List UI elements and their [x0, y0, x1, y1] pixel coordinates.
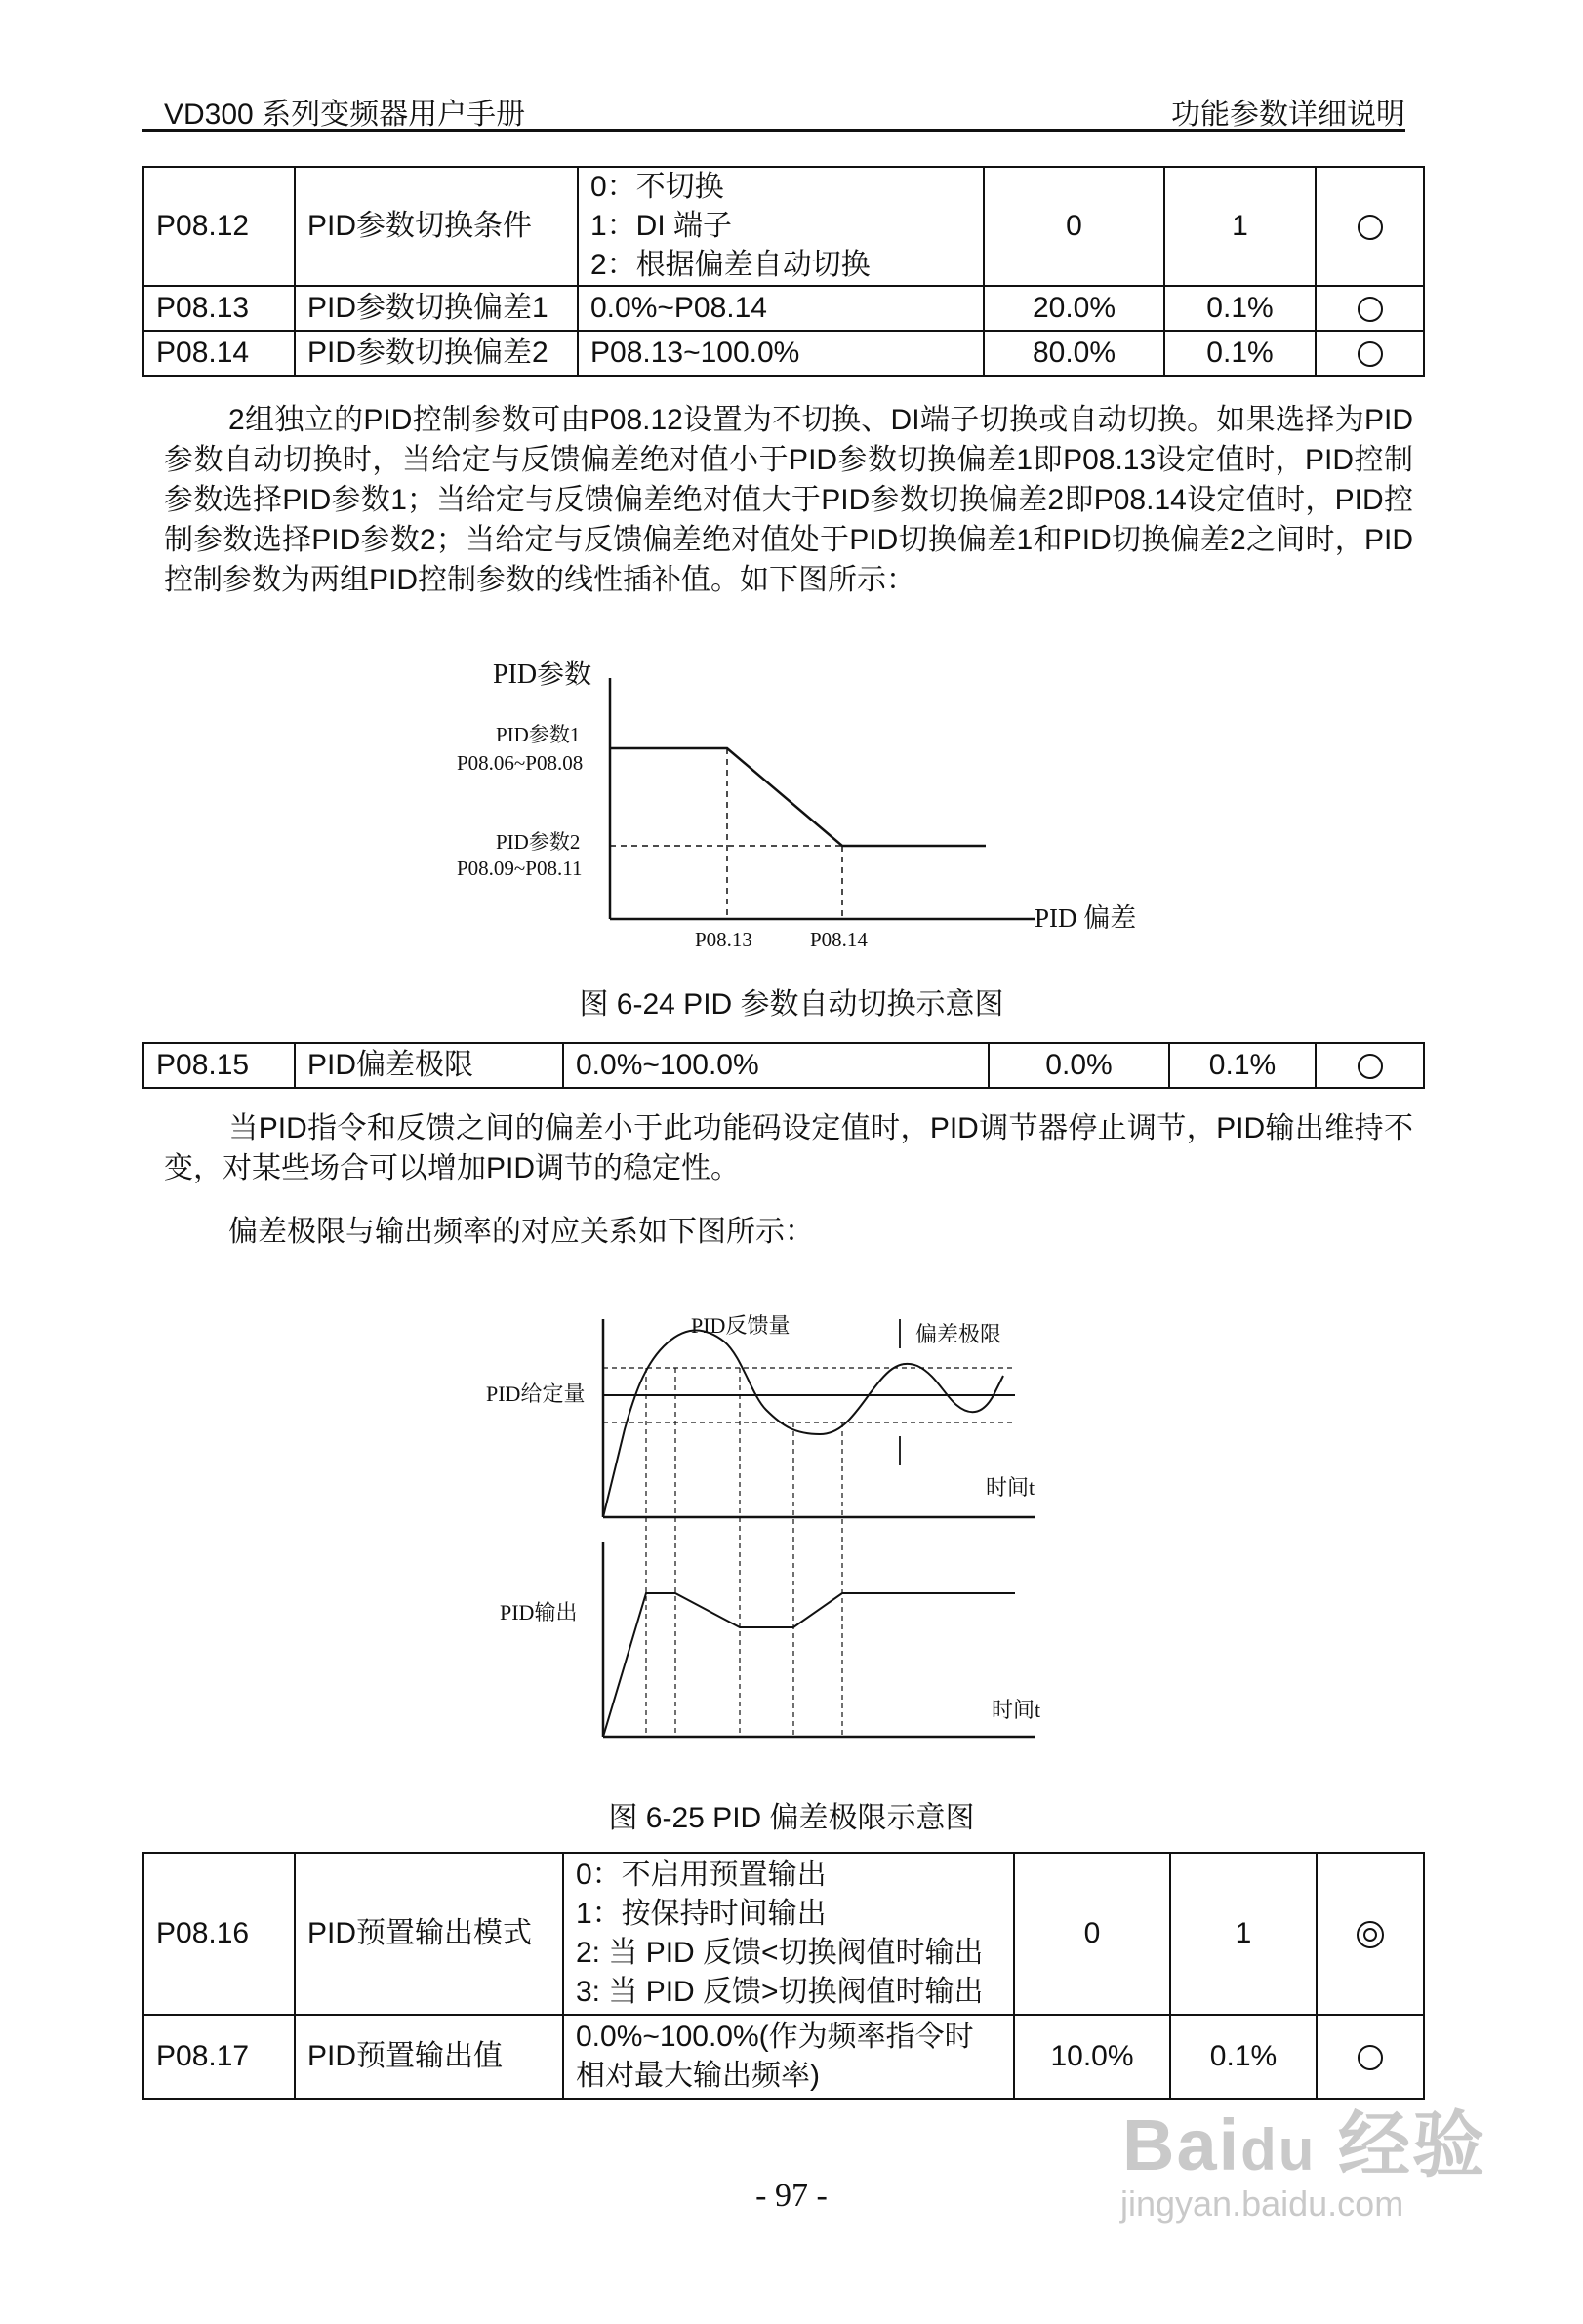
- figure-pid-param-switch: [429, 644, 1171, 956]
- time-label-top: 时间t: [986, 1475, 1035, 1500]
- param-name: PID预置输出值: [295, 2015, 563, 2099]
- param-unit: 0.1%: [1169, 1043, 1316, 1088]
- param-default: 0: [1014, 1853, 1170, 2015]
- param-range: [563, 1853, 1014, 2015]
- option-line: 相对最大输出频率): [576, 2060, 820, 2092]
- watermark-url: jingyan.baidu.com: [1120, 2184, 1404, 2224]
- feedback-curve: [603, 1331, 1003, 1517]
- option-line: 2: 当 PID 反馈<切换阀值时输出: [576, 1937, 984, 1969]
- param-name: PID参数切换条件: [295, 167, 578, 286]
- param-unit: 0.1%: [1164, 286, 1316, 331]
- param-range: [563, 2015, 1014, 2099]
- param-attr: [1316, 167, 1424, 286]
- option-line: 1：DI 端子: [590, 210, 733, 242]
- output-curve: [603, 1593, 1015, 1737]
- param-table-1: [142, 166, 1425, 377]
- option-line: 0：不启用预置输出: [576, 1859, 827, 1891]
- param-default: 10.0%: [1014, 2015, 1170, 2099]
- param-name: PID偏差极限: [295, 1043, 563, 1088]
- modifiable-circle-icon: [1358, 1054, 1383, 1079]
- param-default: 20.0%: [984, 286, 1164, 331]
- p1-range: P08.06~P08.08: [457, 751, 584, 775]
- param-unit: 1: [1164, 167, 1316, 286]
- param-attr: [1317, 1853, 1424, 2015]
- param-attr: [1316, 286, 1424, 331]
- modifiable-circle-icon: [1358, 2045, 1383, 2070]
- param-attr: [1316, 1043, 1424, 1088]
- paragraph-text: 偏差极限与输出频率的对应关系如下图所示：: [228, 1216, 814, 1248]
- paragraph-relation: [164, 1212, 1413, 1252]
- paragraph-deviation-limit: [164, 1108, 1413, 1188]
- p1-label: PID参数1: [496, 723, 581, 746]
- param-unit: 0.1%: [1164, 331, 1316, 376]
- param-code: P08.15: [143, 1043, 295, 1088]
- figure-caption-6-24: 图 6-24 PID 参数自动切换示意图: [579, 988, 1004, 1021]
- option-line: 1：按保持时间输出: [576, 1898, 827, 1930]
- param-default: 80.0%: [984, 331, 1164, 376]
- modifiable-circle-icon: [1358, 215, 1383, 240]
- table-row: [143, 331, 1424, 376]
- option-line: 3: 当 PID 反馈>切换阀值时输出: [576, 1976, 984, 2008]
- param-attr: [1316, 331, 1424, 376]
- option-line: 2：根据偏差自动切换: [590, 249, 871, 281]
- output-label: PID输出: [500, 1600, 578, 1624]
- param-range: [578, 167, 984, 286]
- param-default: 0.0%: [989, 1043, 1169, 1088]
- paragraph-text: 2组独立的PID控制参数可由P08.12设置为不切换、DI端子切换或自动切换。如果选择为PID参数自动切换时，当给定与反馈偏差绝对值小于PID参数切换偏差1即P08.13设定值时，PID控制参数选择PID参数1；当给定与反馈偏差绝对值大于PID参数切换偏差2即P08.14设定值时，PID控制参数选择PID参数2；当给定与反馈偏差绝对值处于PID切换偏差1和PID切换偏差2之间时，PID控制参数为两组PID控制参数的线性插补值。如下图所示：: [164, 404, 1413, 596]
- setpoint-label: PID给定量: [486, 1382, 586, 1406]
- option-line: 0：不切换: [590, 171, 724, 203]
- time-label-bottom: 时间t: [992, 1698, 1041, 1722]
- param-name: PID参数切换偏差1: [295, 286, 578, 331]
- limit-label: 偏差极限: [915, 1322, 1002, 1346]
- table-row: [143, 1043, 1424, 1088]
- paragraph-text: 当PID指令和反馈之间的偏差小于此功能码设定值时，PID调节器停止调节，PID输出维持不变，对某些场合可以增加PID调节的稳定性。: [164, 1112, 1413, 1184]
- p2-range: P08.09~P08.11: [457, 857, 583, 880]
- param-name: PID参数切换偏差2: [295, 331, 578, 376]
- feedback-label: PID反馈量: [691, 1313, 791, 1338]
- param-code: P08.12: [143, 167, 295, 286]
- modifiable-circle-icon: [1358, 341, 1383, 367]
- param-code: P08.17: [143, 2015, 295, 2099]
- param-unit: 0.1%: [1170, 2015, 1317, 2099]
- param-code: P08.14: [143, 331, 295, 376]
- header-manual-title: VD300 系列变频器用户手册: [164, 99, 526, 131]
- param-table-2: [142, 1042, 1425, 1089]
- table-row: [143, 286, 1424, 331]
- x-tick-p0814: P08.14: [810, 928, 868, 951]
- figure-caption-6-25: 图 6-25 PID 偏差极限示意图: [608, 1802, 975, 1834]
- table-row: [143, 167, 1424, 286]
- param-unit: 1: [1170, 1853, 1317, 2015]
- param-table-3: [142, 1852, 1425, 2100]
- param-range: P08.13~100.0%: [578, 331, 984, 376]
- header-rule: [142, 129, 1405, 132]
- param-attr: [1317, 2015, 1424, 2099]
- x-tick-p0813: P08.13: [695, 928, 752, 951]
- param-code: P08.16: [143, 1853, 295, 2015]
- p2-label: PID参数2: [496, 830, 581, 854]
- x-axis-title: PID 偏差: [1035, 903, 1137, 933]
- param-name: PID预置输出模式: [295, 1853, 563, 2015]
- table-row: [143, 2015, 1424, 2099]
- watermark-logo: Baidu 经验: [1122, 2104, 1487, 2185]
- y-axis-title: PID参数: [493, 660, 592, 690]
- figure-pid-deviation-limit: [468, 1298, 1074, 1756]
- header-section-title: 功能参数详细说明: [1171, 99, 1405, 131]
- stop-only-double-circle-icon: [1357, 1921, 1384, 1948]
- param-range: 0.0%~P08.14: [578, 286, 984, 331]
- modifiable-circle-icon: [1358, 297, 1383, 322]
- param-range: 0.0%~100.0%: [563, 1043, 989, 1088]
- pid-param-curve: [610, 748, 986, 846]
- param-code: P08.13: [143, 286, 295, 331]
- table-row: [143, 1853, 1424, 2015]
- option-line: 0.0%~100.0%(作为频率指令时: [576, 2021, 974, 2053]
- param-default: 0: [984, 167, 1164, 286]
- paragraph-pid-switch: [164, 400, 1413, 600]
- page-number: - 97 -: [755, 2178, 828, 2214]
